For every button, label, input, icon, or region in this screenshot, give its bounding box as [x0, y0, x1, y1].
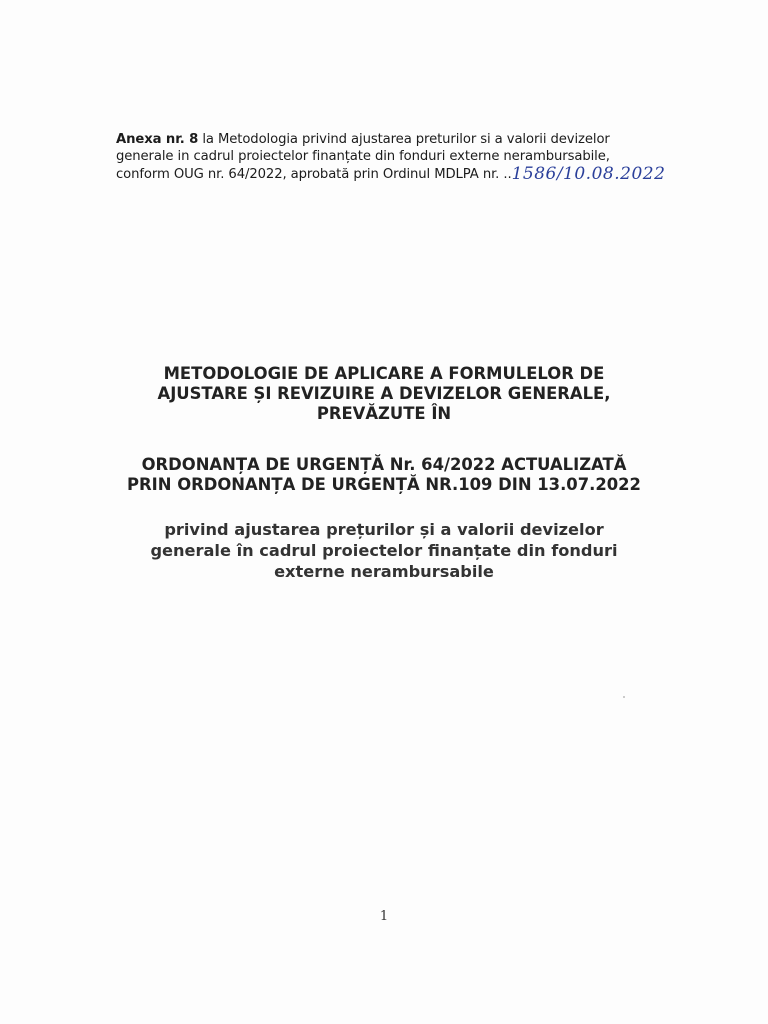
annex-line-1-text: la Metodologia privind ajustarea preturilor si a valorii devizelor	[198, 132, 610, 147]
annex-line-3-text: conform OUG nr. 64/2022, aprobată prin Ordinul MDLPA nr. ..	[116, 167, 512, 182]
methodology-title	[0, 364, 768, 424]
handwritten-order-number: 1586/10.08.2022	[511, 164, 666, 184]
subtitle-line-2: generale în cadrul proiectelor finanțate din fonduri	[150, 541, 618, 560]
scan-speck	[623, 696, 625, 698]
subtitle-line-1: privind ajustarea prețurilor și a valorii devizelor	[164, 520, 604, 539]
annex-reference	[116, 131, 696, 183]
title-line-3: PREVĂZUTE ÎN	[316, 404, 452, 423]
ordinance-line-2: PRIN ORDONANȚA DE URGENȚĂ NR.109 DIN 13.07.2022	[127, 475, 641, 494]
ordinance-title	[0, 455, 768, 495]
annex-line-1	[116, 131, 696, 148]
annex-line-3	[116, 165, 696, 183]
title-line-2: AJUSTARE ȘI REVIZUIRE A DEVIZELOR GENERALE,	[157, 384, 611, 403]
subject-subtitle	[0, 519, 768, 582]
page-number: 1	[379, 909, 389, 924]
annex-line-2: generale in cadrul proiectelor finanțate din fonduri externe nerambursabile,	[116, 149, 610, 164]
subtitle-line-3: externe nerambursabile	[274, 562, 494, 581]
annex-number: Anexa nr. 8	[116, 132, 199, 147]
ordinance-line-1: ORDONANȚA DE URGENȚĂ Nr. 64/2022 ACTUALIZATĂ	[141, 455, 627, 474]
title-line-1: METODOLOGIE DE APLICARE A FORMULELOR DE	[163, 364, 605, 383]
